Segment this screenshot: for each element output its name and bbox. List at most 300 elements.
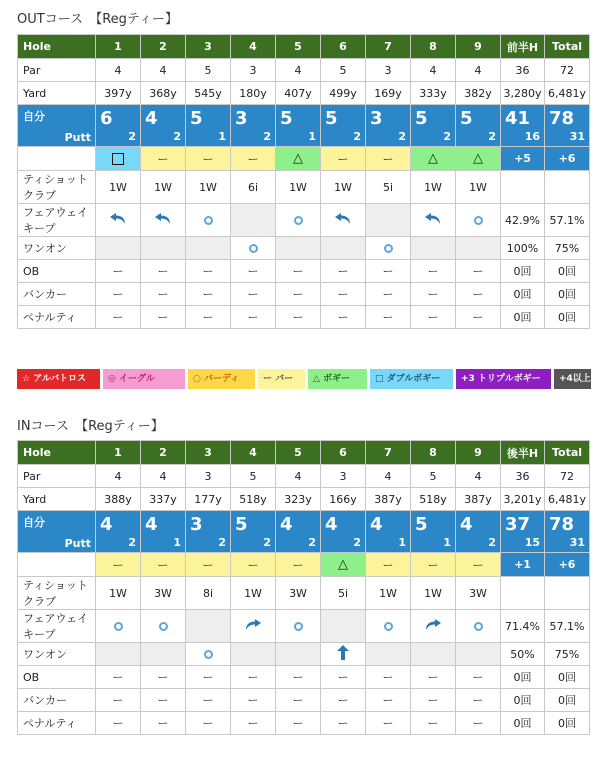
bunker-value: ー [141,689,186,712]
one-on-cell [456,237,501,260]
par-value: 3 [366,59,411,82]
ob-value: ー [186,666,231,689]
hole-header: Hole [18,35,96,59]
score-cell [545,511,590,553]
hole-number: 5 [276,441,321,465]
mark-par [321,147,366,171]
over-par-total: +6 [545,147,590,171]
one-on-cell [366,643,411,666]
ob-value: ー [321,260,366,283]
putt-count: 2 [128,535,136,549]
ob-value: ー [411,666,456,689]
putt-count: 31 [569,129,585,143]
club-row [18,171,590,204]
club-value: 1W [231,577,276,610]
stroke-count: 5 [460,107,473,129]
fairway-cell [96,204,141,237]
ob-value: ー [231,260,276,283]
club-value: 5i [366,171,411,204]
club-value: 1W [321,171,366,204]
par-label: Par [18,465,96,488]
one-on-rate: 50% [501,643,545,666]
stroke-count: 78 [549,513,575,535]
par-mark-icon: ー [472,558,484,572]
score-cell [186,105,231,147]
fairway-hit-icon [204,650,213,659]
hole-number: 9 [456,35,501,59]
club-value: 1W [276,171,321,204]
hole-number: Total [545,35,590,59]
bunker-value: ー [321,689,366,712]
mark-par [186,147,231,171]
yard-value: 333y [411,82,456,105]
par-row [18,465,590,488]
yard-value: 387y [366,488,411,511]
fairway-cell [366,204,411,237]
penalty-value: ー [411,712,456,735]
stroke-count: 4 [325,513,338,535]
score-cell [231,511,276,553]
par-value: 5 [321,59,366,82]
fairway-label: フェアウェイ キープ [18,204,96,237]
yard-value: 6,481y [545,488,590,511]
one-on-cell [141,643,186,666]
score-cell [411,511,456,553]
bunker-label: バンカー [18,689,96,712]
yard-value: 6,481y [545,82,590,105]
bunker-value: ー [456,283,501,306]
score-cell [231,105,276,147]
one-on-cell [231,643,276,666]
yard-value: 397y [96,82,141,105]
self-label: 自分 [23,516,45,529]
bunker-value: ー [366,689,411,712]
fairway-cell [456,610,501,643]
putt-count: 1 [443,535,451,549]
par-value: 5 [231,465,276,488]
putt-count: 15 [524,535,540,549]
fairway-cell [321,204,366,237]
penalty-value: ー [231,306,276,329]
club-value [501,171,545,204]
par-value: 4 [276,465,321,488]
out-section-title [17,8,178,27]
penalty-value: ー [276,306,321,329]
fairway-cell [321,610,366,643]
par-value: 36 [501,59,545,82]
ob-value: ー [366,260,411,283]
penalty-value: ー [321,712,366,735]
par-mark-icon: ー [382,152,394,166]
mark-par [141,553,186,577]
hole-number: 3 [186,35,231,59]
score-cell [456,511,501,553]
yard-value: 407y [276,82,321,105]
club-value: 3W [141,577,186,610]
putt-count: 2 [173,129,181,143]
stroke-count: 4 [370,513,383,535]
par-value: 4 [96,465,141,488]
hole-number: 3 [186,441,231,465]
in-tee-label: 【Regティー】 [75,419,164,434]
fairway-hit-icon [384,622,393,631]
par-label: Par [18,59,96,82]
yard-value: 337y [141,488,186,511]
legend-triple-bogey: +3 トリプルボギー [456,369,551,389]
ob-total: 0回 [545,666,590,689]
one-on-label: ワンオン [18,643,96,666]
one-on-row [18,643,590,666]
self-label-cell [18,105,96,147]
score-cell [141,511,186,553]
putt-count: 2 [488,129,496,143]
mark-bogey [456,147,501,171]
score-cell [411,105,456,147]
par-mark-icon: ー [337,152,349,166]
club-value: 3W [456,577,501,610]
one-on-cell [96,237,141,260]
mark-bogey [411,147,456,171]
miss-left-icon [334,212,352,228]
hole-number: 7 [366,441,411,465]
bunker-value: ー [321,283,366,306]
fairway-cell [141,204,186,237]
one-on-rate: 75% [545,643,590,666]
bunker-label: バンカー [18,283,96,306]
par-value: 3 [231,59,276,82]
yard-value: 180y [231,82,276,105]
fairway-rate: 57.1% [545,204,590,237]
fairway-cell [186,610,231,643]
penalty-row [18,306,590,329]
ob-value: ー [141,666,186,689]
miss-left-icon [109,212,127,228]
putt-label: Putt [64,537,91,550]
putt-count: 2 [263,535,271,549]
hole-header: Hole [18,441,96,465]
score-cell [501,511,545,553]
putt-count: 2 [263,129,271,143]
fairway-row [18,610,590,643]
penalty-label: ペナルティ [18,306,96,329]
yard-label: Yard [18,488,96,511]
club-value: 1W [366,577,411,610]
stroke-count: 5 [190,107,203,129]
bunker-value: ー [186,283,231,306]
penalty-label: ペナルティ [18,712,96,735]
bunker-value: ー [456,689,501,712]
club-value: 6i [231,171,276,204]
fairway-cell [141,610,186,643]
hole-number: 2 [141,441,186,465]
ob-value: ー [186,260,231,283]
one-on-cell [366,237,411,260]
bogey-triangle-icon: △ [428,151,438,166]
par-mark-icon: ー [157,152,169,166]
ob-value: ー [276,666,321,689]
penalty-total: 0回 [545,306,590,329]
score-cell [276,511,321,553]
hole-number: 後半H [501,441,545,465]
penalty-value: ー [321,306,366,329]
bunker-value: ー [141,283,186,306]
one-on-rate: 100% [501,237,545,260]
fairway-hit-icon [384,244,393,253]
stroke-count: 78 [549,107,575,129]
bunker-value: ー [96,283,141,306]
one-on-rate: 75% [545,237,590,260]
club-value: 3W [276,577,321,610]
putt-count: 2 [308,535,316,549]
bunker-value: ー [231,283,276,306]
score-cell [141,105,186,147]
score-cell [321,511,366,553]
club-label: ティショット クラブ [18,171,96,204]
miss-left-icon [154,212,172,228]
one-on-cell [276,643,321,666]
par-mark-icon: ー [382,558,394,572]
par-row [18,59,590,82]
bunker-total: 0回 [545,689,590,712]
score-cell [456,105,501,147]
club-value: 8i [186,577,231,610]
putt-count: 2 [353,129,361,143]
one-on-cell [186,643,231,666]
penalty-value: ー [231,712,276,735]
par-value: 5 [411,465,456,488]
club-value [501,577,545,610]
stroke-count: 4 [460,513,473,535]
one-on-cell [411,237,456,260]
fairway-cell [231,204,276,237]
bunker-total: 0回 [501,689,545,712]
ob-value: ー [411,260,456,283]
par-value: 36 [501,465,545,488]
bunker-value: ー [96,689,141,712]
club-value: 1W [96,577,141,610]
fairway-cell [366,610,411,643]
yard-value: 169y [366,82,411,105]
stroke-count: 6 [100,107,113,129]
mark-par [141,147,186,171]
yard-value: 323y [276,488,321,511]
par-mark-icon: ー [202,558,214,572]
fairway-cell [411,610,456,643]
hole-number: 1 [96,441,141,465]
ob-value: ー [456,666,501,689]
par-value: 4 [96,59,141,82]
yard-row [18,488,590,511]
fairway-cell [186,204,231,237]
fairway-hit-icon [249,244,258,253]
mark-par [231,553,276,577]
bogey-triangle-icon: △ [473,151,483,166]
stroke-count: 4 [145,513,158,535]
club-value [545,577,590,610]
hole-number: 前半H [501,35,545,59]
fairway-cell [411,204,456,237]
club-label: ティショット クラブ [18,577,96,610]
penalty-value: ー [186,306,231,329]
penalty-value: ー [366,306,411,329]
hole-number: 8 [411,441,456,465]
legend-double-bogey: □ ダブルボギー [370,369,453,389]
score-mark-row [18,553,590,577]
out-scorecard-table [17,34,590,329]
bunker-value: ー [411,283,456,306]
par-value: 72 [545,59,590,82]
par-mark-icon: ー [247,558,259,572]
fairway-rate: 42.9% [501,204,545,237]
ob-value: ー [96,666,141,689]
yard-value: 3,280y [501,82,545,105]
bunker-value: ー [366,283,411,306]
score-cell [96,105,141,147]
score-cell [501,105,545,147]
ob-value: ー [366,666,411,689]
yard-value: 518y [411,488,456,511]
stroke-count: 4 [100,513,113,535]
mark-par [231,147,276,171]
yard-value: 545y [186,82,231,105]
ob-label: OB [18,260,96,283]
par-value: 4 [411,59,456,82]
fairway-cell [231,610,276,643]
yard-value: 368y [141,82,186,105]
bogey-triangle-icon: △ [338,557,348,572]
putt-label: Putt [64,131,91,144]
one-on-cell [456,643,501,666]
fairway-cell [276,610,321,643]
par-value: 4 [276,59,321,82]
penalty-total: 0回 [501,306,545,329]
hole-number: 1 [96,35,141,59]
bunker-total: 0回 [501,283,545,306]
putt-count: 2 [443,129,451,143]
score-cell [186,511,231,553]
in-section-title [17,415,164,434]
stroke-count: 5 [280,107,293,129]
ob-row [18,666,590,689]
club-value: 1W [456,171,501,204]
double-bogey-square-icon [112,153,124,165]
fairway-rate: 57.1% [545,610,590,643]
mark-par [366,553,411,577]
score-cell [96,511,141,553]
bunker-value: ー [276,689,321,712]
one-on-cell [141,237,186,260]
miss-left-icon [424,212,442,228]
legend-eagle: ◎ イーグル [103,369,185,389]
par-value: 3 [321,465,366,488]
mark-par [411,553,456,577]
putt-count: 1 [308,129,316,143]
hole-number: 7 [366,35,411,59]
club-row [18,577,590,610]
club-value [545,171,590,204]
legend-four-plus: +4以上 [554,369,591,389]
self-score-row [18,511,590,553]
one-on-cell [96,643,141,666]
putt-count: 2 [128,129,136,143]
penalty-value: ー [456,712,501,735]
penalty-value: ー [276,712,321,735]
club-value: 1W [411,171,456,204]
par-mark-icon: ー [202,152,214,166]
penalty-total: 0回 [545,712,590,735]
ob-total: 0回 [545,260,590,283]
club-value: 1W [141,171,186,204]
hole-number: 4 [231,441,276,465]
par-value: 72 [545,465,590,488]
penalty-value: ー [141,306,186,329]
penalty-value: ー [366,712,411,735]
one-on-cell [276,237,321,260]
hole-number: 9 [456,441,501,465]
bunker-value: ー [186,689,231,712]
par-value: 3 [186,465,231,488]
stroke-count: 5 [415,513,428,535]
bunker-total: 0回 [545,283,590,306]
par-value: 4 [456,465,501,488]
fairway-cell [276,204,321,237]
stroke-count: 5 [235,513,248,535]
fairway-hit-icon [294,622,303,631]
club-value: 5i [321,577,366,610]
yard-value: 382y [456,82,501,105]
legend-albatross: ☆ アルバトロス [17,369,100,389]
ob-value: ー [276,260,321,283]
yard-value: 3,201y [501,488,545,511]
fairway-hit-icon [294,216,303,225]
in-course-name: INコース [17,419,69,434]
header-row [18,441,590,465]
legend-birdie: ○ バーディ [188,369,255,389]
par-value: 4 [456,59,501,82]
one-on-cell [231,237,276,260]
hole-number: 6 [321,35,366,59]
bunker-row [18,689,590,712]
yard-value: 166y [321,488,366,511]
hole-number: 2 [141,35,186,59]
score-cell [366,105,411,147]
yard-value: 518y [231,488,276,511]
par-value: 4 [141,59,186,82]
penalty-value: ー [186,712,231,735]
stroke-count: 3 [235,107,248,129]
par-mark-icon: ー [292,558,304,572]
club-value: 1W [411,577,456,610]
stroke-count: 37 [505,513,531,535]
hole-number: 6 [321,441,366,465]
putt-count: 2 [488,535,496,549]
par-value: 4 [141,465,186,488]
mark-label-cell [18,553,96,577]
ob-value: ー [321,666,366,689]
ob-value: ー [96,260,141,283]
penalty-value: ー [96,712,141,735]
mark-par [96,553,141,577]
fairway-hit-icon [204,216,213,225]
mark-bogey [276,147,321,171]
penalty-value: ー [456,306,501,329]
yard-value: 387y [456,488,501,511]
hole-number: 4 [231,35,276,59]
one-on-cell [186,237,231,260]
self-label-cell [18,511,96,553]
yard-value: 177y [186,488,231,511]
on-green-arrow-icon [337,645,349,663]
